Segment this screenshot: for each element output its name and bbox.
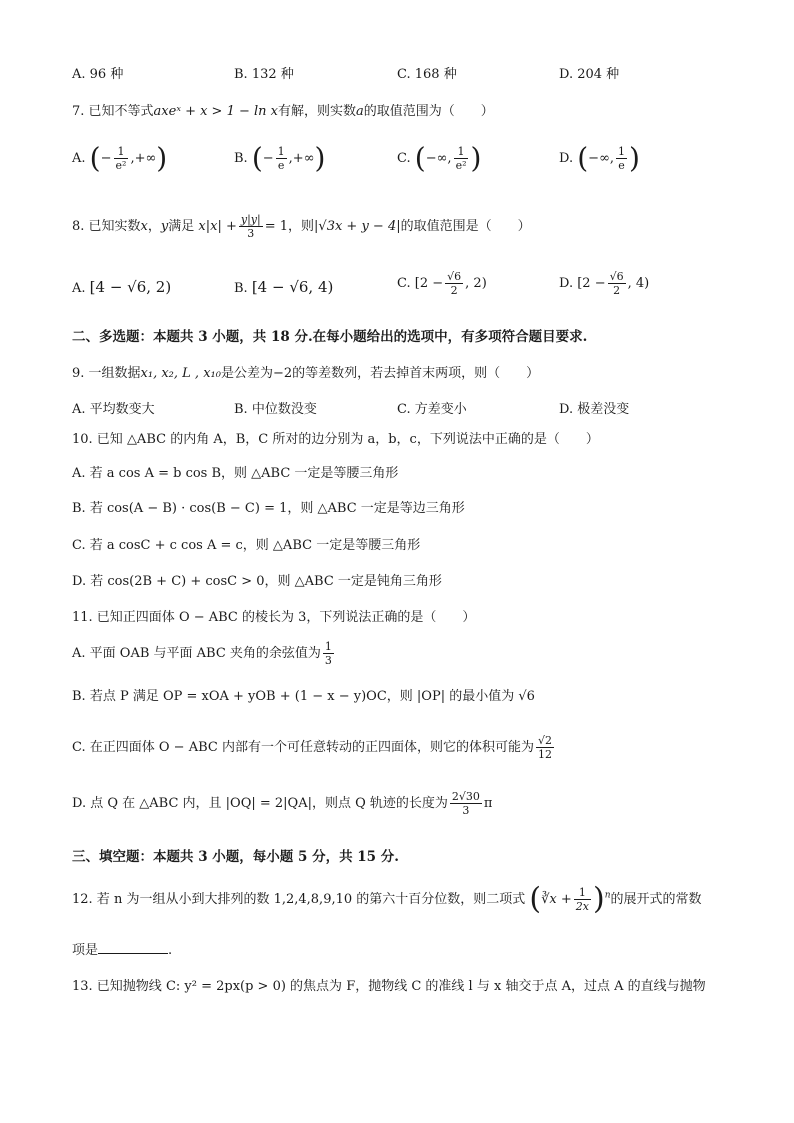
- q8-options: [72, 268, 752, 308]
- q8-option-c-post: , 2): [465, 276, 487, 291]
- q8-option-a-text: [4 − √6, 2): [89, 278, 172, 296]
- q7-option-c-pre: −∞,: [425, 151, 452, 166]
- q11-option-c: [72, 734, 556, 761]
- q8-option-b-label: B.: [234, 281, 248, 296]
- q7-option-b: B. (− $\frac{1}{e}$ ,+∞): [234, 141, 326, 175]
- q7-option-a-num: 1: [114, 145, 129, 159]
- q11-option-c-text: C. 在正四面体 O − ABC 内部有一个可任意转动的正四面体，则它的体积可能为: [72, 740, 534, 755]
- q11-option-d-den: 3: [462, 804, 470, 817]
- q7-option-c-label: C.: [397, 151, 411, 166]
- q8-option-d-den: 2: [613, 284, 621, 297]
- q7-option-b-pre: −: [262, 151, 274, 166]
- q11-option-b: B. 若点 P 满足 OP = xOA + yOB + (1 − x − y)OC，则 |OP| 的最小值为 √6: [72, 689, 535, 704]
- section-3-heading: 三、填空题：本题共 3 小题，每小题 5 分，共 15 分.: [72, 849, 399, 865]
- q8-frac-num: y|y|: [240, 213, 261, 226]
- q8-option-d-num: √6: [609, 270, 624, 283]
- q8-frac-den: 3: [247, 227, 255, 240]
- q6-option-b: B. 132 种: [234, 67, 294, 82]
- q8-rhs: = 1: [264, 219, 289, 234]
- q11-option-a-text: A. 平面 OAB 与平面 ABC 夹角的余弦值为: [72, 646, 321, 661]
- q11-option-a-den: 3: [324, 654, 332, 667]
- q12-stem-a: 12. 若 n 为一组从小到大排列的数 1,2,4,8,9,10 的第六十百分位数，则二项式: [72, 892, 526, 907]
- q9-option-b: B. 中位数没变: [234, 402, 317, 417]
- q7-option-d-den: e: [618, 159, 625, 172]
- q7-option-b-num: 1: [277, 145, 285, 158]
- q8-option-c-label: C.: [397, 276, 411, 291]
- q8-y: y: [160, 219, 169, 234]
- q7-var: a: [356, 104, 364, 119]
- q8-expr: |√3x + y − 4|: [314, 219, 401, 234]
- q9-data: x₁, x₂, L , x₁₀: [140, 366, 221, 381]
- q8-option-c: [397, 270, 487, 297]
- q8-x: x: [140, 219, 148, 234]
- q12-stem-c: 项是: [72, 943, 99, 958]
- q9-stem: [72, 365, 539, 383]
- q11-option-c-den: 12: [537, 748, 552, 761]
- q8-lhs: x|x| +: [198, 219, 237, 234]
- q8-option-a-label: A.: [72, 281, 86, 296]
- q7-stem-b: 有解，则实数: [278, 104, 357, 119]
- q6-option-d: D. 204 种: [559, 67, 620, 82]
- q7-option-a-den: e²: [115, 159, 127, 172]
- q12-stem-b: 的展开式的常数: [610, 892, 702, 907]
- q12-stem-d: .: [168, 943, 173, 958]
- q7-inequality: axeˣ + x > 1 − ln x: [153, 104, 279, 119]
- q7-option-b-label: B.: [234, 151, 248, 166]
- q7-option-a-label: A.: [72, 151, 86, 166]
- q7-option-d-num: 1: [618, 145, 626, 158]
- section-2-heading: 二、多选题：本题共 3 小题，共 18 分.在每小题给出的选项中，有多项符合题目要求.: [72, 329, 588, 345]
- q11-option-c-num: √2: [537, 734, 552, 747]
- q12-binom-num: 1: [574, 886, 591, 900]
- q9-option-a: A. 平均数变大: [72, 402, 155, 417]
- q7-option-a-pre: −: [100, 151, 112, 166]
- q6-options: [72, 66, 752, 106]
- q7-option-d-pre: −∞,: [588, 151, 615, 166]
- q7-option-a-post: ,+∞: [130, 151, 157, 166]
- q11-stem: 11. 已知正四面体 O − ABC 的棱长为 3，下列说法正确的是（ ）: [72, 610, 476, 625]
- q13-stem: 13. 已知抛物线 C: y² = 2px(p > 0) 的焦点为 F，抛物线 C 的准线 l 与 x 轴交于点 A，过点 A 的直线与抛物: [72, 979, 706, 994]
- q8-option-c-den: 2: [450, 284, 458, 297]
- q7-option-a: A. (− $\frac{1}{\text{e²}}$ ,+∞): [72, 141, 168, 175]
- q12-binom-exp: n: [604, 890, 611, 901]
- q8-option-d-label: D.: [559, 276, 574, 291]
- q8-option-d-post: , 4): [627, 276, 650, 291]
- q12-binom-pre: ∛x +: [541, 892, 572, 907]
- q8-stem-b: 满足: [168, 219, 195, 234]
- q7-option-c-num: 1: [454, 145, 469, 159]
- q9-d: −2: [272, 366, 293, 381]
- q10-option-b: B. 若 cos(A − B) · cos(B − C) = 1，则 △ABC 一定是等边三角形: [72, 501, 465, 516]
- q8-stem-a: 8. 已知实数: [72, 219, 141, 234]
- q9-stem-b: 是公差为: [220, 366, 273, 381]
- q7-stem-c: 的取值范围为（ ）: [363, 104, 494, 119]
- q7-option-b-post: ,+∞: [288, 151, 315, 166]
- q12-stem-line1: 12. 若 n 为一组从小到大排列的数 1,2,4,8,9,10 的第六十百分位数，则二项式 (∛x + $\frac{1}{2x}$ )$^n$的展开式的常数: [72, 881, 702, 917]
- q7-option-d-label: D.: [559, 151, 574, 166]
- q10-option-a: A. 若 a cos A = b cos B，则 △ABC 一定是等腰三角形: [72, 466, 399, 481]
- q7-stem-a: 7. 已知不等式: [72, 104, 154, 119]
- q8-option-c-pre: [2 −: [414, 276, 444, 291]
- q11-option-a-num: 1: [324, 640, 332, 653]
- q8-stem-c: ，则: [288, 219, 315, 234]
- q10-stem: 10. 已知 △ABC 的内角 A，B，C 所对的边分别为 a，b，c，下列说法中正确的是（ ）: [72, 432, 599, 447]
- q7-option-d: D. (−∞, $\frac{1}{e}$ ): [559, 141, 640, 175]
- q8-option-a: [72, 278, 171, 298]
- q8-option-c-num: √6: [447, 270, 462, 283]
- q8-stem: [72, 213, 531, 240]
- q11-option-d-text: D. 点 Q 在 △ABC 内，且 |OQ| = 2|QA|，则点 Q 轨迹的长度为: [72, 796, 448, 811]
- q10-option-d: D. 若 cos(2B + C) + cosC > 0，则 △ABC 一定是钝角三角形: [72, 574, 442, 589]
- q11-option-d: [72, 790, 492, 817]
- q9-option-c: C. 方差变小: [397, 402, 467, 417]
- q8-option-d: [559, 270, 649, 297]
- q12-answer-blank[interactable]: [98, 953, 168, 954]
- q8-option-b: [234, 278, 333, 298]
- q9-option-d: D. 极差没变: [559, 402, 630, 417]
- q11-option-d-post: π: [483, 796, 493, 811]
- q12-binom-den: 2x: [575, 900, 589, 913]
- q6-option-a: A. 96 种: [72, 67, 124, 82]
- q7-option-b-den: e: [277, 159, 285, 172]
- q9-stem-a: 9. 一组数据: [72, 366, 141, 381]
- q8-comma: ，: [147, 219, 161, 234]
- q7-stem: [72, 103, 494, 121]
- q8-stem-d: 的取值范围是（ ）: [400, 219, 531, 234]
- q11-option-d-num: 2√30: [451, 790, 480, 803]
- q6-option-c: C. 168 种: [397, 67, 457, 82]
- q7-option-c-den: e²: [455, 159, 467, 172]
- q7-options: [72, 143, 752, 183]
- q12-stem-line2: [72, 942, 172, 960]
- q10-option-c: C. 若 a cosC + c cos A = c，则 △ABC 一定是等腰三角形: [72, 538, 421, 553]
- q11-option-a: [72, 640, 336, 667]
- q8-option-b-text: [4 − √6, 4): [251, 278, 334, 296]
- q8-option-d-pre: [2 −: [577, 276, 606, 291]
- q9-stem-c: 的等差数列，若去掉首末两项，则（ ）: [292, 366, 540, 381]
- q7-option-c: C. (−∞, $\frac{1}{\text{e²}}$ ): [397, 141, 482, 175]
